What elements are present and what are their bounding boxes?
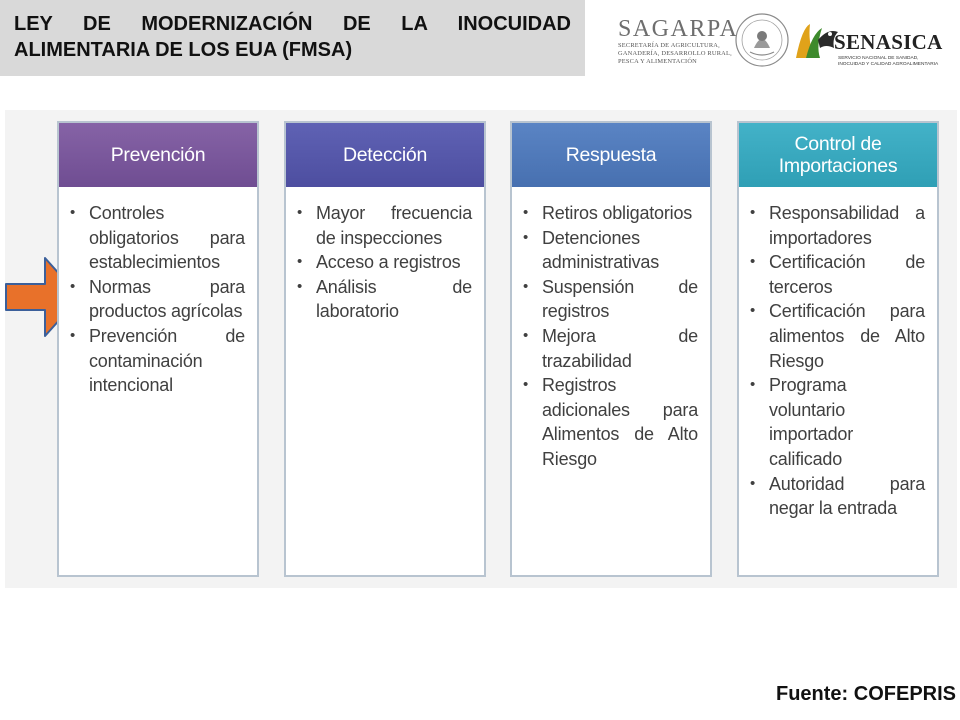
logos-area <box>608 12 948 74</box>
column-header: Prevención <box>59 123 257 187</box>
list-item: • Autoridad para negar la entrada <box>750 473 925 519</box>
list-item-text: Mayor frecuencia de inspecciones <box>316 203 472 248</box>
column-header: Control de Importaciones <box>739 123 937 187</box>
list-item-text: Responsabilidad a importadores <box>769 203 925 248</box>
list-item: • Responsabilidad a importadores <box>750 203 925 248</box>
list-item-text: Controles obligatorios para establecimientos <box>89 203 245 273</box>
sagarpa-subtitle: GANADERÍA, DESARROLLO RURAL, <box>618 50 732 57</box>
column-prevencion <box>57 121 259 577</box>
slide-title-line-2: ALIMENTARIA DE LOS EUA (FMSA) <box>14 39 353 61</box>
slide-title-line-1: LEY DE MODERNIZACIÓN DE LA INOCUIDAD <box>14 13 571 35</box>
list-item: • Prevención de contaminación intencional <box>70 325 245 396</box>
list-item: • Suspensión de registros <box>523 276 698 322</box>
senasica-subtitle-line: SERVICIO NACIONAL DE SANIDAD, <box>838 56 919 61</box>
list-item: • Mejora de trazabilidad <box>523 325 698 371</box>
column-list <box>59 187 257 398</box>
list-item: • Registros adicionales para Alimentos de Alto Riesgo <box>523 375 698 469</box>
column-respuesta <box>510 121 712 577</box>
mexico-seal-icon <box>734 12 790 68</box>
list-item-text: Normas para productos agrícolas <box>89 276 245 322</box>
list-item-text: Detenciones administrativas <box>542 227 660 273</box>
list-item-text: Mejora de trazabilidad <box>542 325 698 371</box>
senasica-subtitle <box>838 56 938 68</box>
list-item: • Retiros obligatorios <box>523 203 693 223</box>
list-item: • Análisis de laboratorio <box>297 276 472 322</box>
list-item-text: Retiros obligatorios <box>542 203 693 223</box>
column-list <box>286 187 484 324</box>
list-item: • Mayor frecuencia de inspecciones <box>297 203 472 248</box>
senasica-logo <box>792 16 942 72</box>
list-item-text: Prevención de contaminación intencional <box>89 325 245 396</box>
list-item: • Controles obligatorios para establecimientos <box>70 203 245 273</box>
list-item: • Programa voluntario importador calificado <box>750 375 854 469</box>
list-item: • Acceso a registros <box>297 252 461 273</box>
list-item-text: Análisis de laboratorio <box>316 276 472 322</box>
list-item-text: Programa voluntario importador calificado <box>769 375 854 469</box>
list-item-text: Suspensión de registros <box>542 276 698 322</box>
list-item-text: Certificación de terceros <box>769 252 925 297</box>
column-list <box>512 187 710 472</box>
sagarpa-subtitle: PESCA Y ALIMENTACIÓN <box>618 58 697 65</box>
list-item: • Certificación de terceros <box>750 252 925 297</box>
senasica-name: SENASICA <box>834 30 943 54</box>
list-item-text: Autoridad para negar la entrada <box>769 473 925 519</box>
list-item: • Detenciones administrativas <box>523 227 660 273</box>
list-item: • Normas para productos agrícolas <box>70 276 245 322</box>
list-item-text: Acceso a registros <box>316 252 461 273</box>
list-item-text: Registros adicionales para Alimentos de Alto Riesgo <box>542 375 698 469</box>
sagarpa-name: SAGARPA <box>618 16 739 42</box>
column-control-importaciones <box>737 121 939 577</box>
list-item: • Certificación para alimentos de Alto Riesgo <box>750 301 925 371</box>
sagarpa-logo <box>618 16 739 66</box>
slide-title-box <box>0 0 585 76</box>
column-header: Respuesta <box>512 123 710 187</box>
list-item-text: Certificación para alimentos de Alto Riesgo <box>769 301 925 371</box>
column-deteccion <box>284 121 486 577</box>
column-list <box>739 187 937 521</box>
sagarpa-subtitle: SECRETARÍA DE AGRICULTURA, <box>618 42 720 49</box>
senasica-subtitle-line: INOCUIDAD Y CALIDAD AGROALIMENTARIA <box>838 62 939 67</box>
column-header: Detección <box>286 123 484 187</box>
source-credit: Fuente: COFEPRIS <box>775 683 956 705</box>
